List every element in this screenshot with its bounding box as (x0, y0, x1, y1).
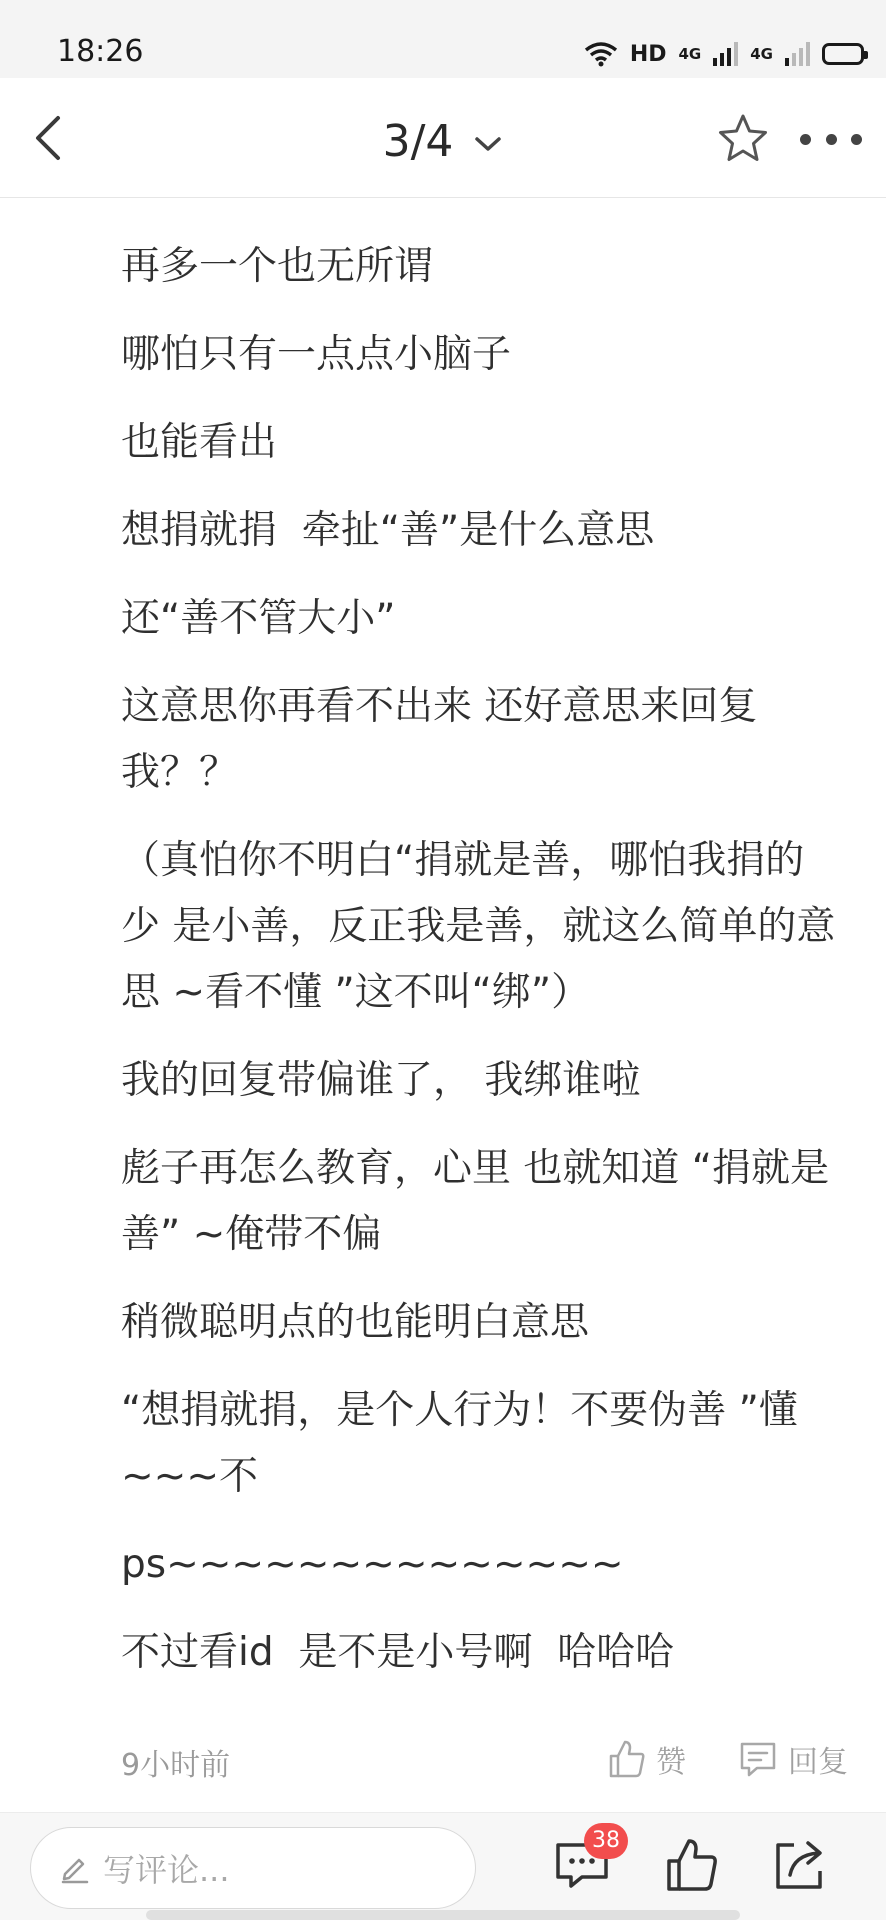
reply-line: 稍微聪明点的也能明白意思 (121, 1300, 590, 1345)
chevron-down-icon (473, 134, 503, 154)
reply-line: 想捐就捐 牵扯“善”是什么意思 (121, 508, 655, 553)
like-button[interactable] (608, 1736, 686, 1782)
home-indicator (146, 1910, 740, 1920)
nav-bar (0, 78, 886, 198)
reply-line: 我的回复带偏谁了， 我绑谁啦 (121, 1058, 641, 1103)
hd-label: HD (629, 41, 667, 67)
pencil-icon (59, 1852, 91, 1884)
reply-line: 也能看出 (121, 420, 278, 465)
reply-line: 这意思你再看不出来 还好意思来回复我？？ (121, 684, 758, 795)
reply-line: 再多一个也无所谓 (121, 244, 434, 289)
signal-2-icon (785, 42, 810, 66)
reply-label: 回复 (788, 1745, 848, 1780)
reply-line: 不过看id 是不是小号啊 哈哈哈 (121, 1630, 675, 1675)
sim1-label: 4G (678, 45, 702, 63)
battery-icon (822, 43, 864, 65)
reply-line: 彪子再怎么教育，心里 也就知道 “捐就是善” ~俺带不偏 (121, 1146, 829, 1257)
signal-1-icon (713, 42, 738, 66)
more-options-icon[interactable] (800, 130, 862, 148)
bottom-action-bar (0, 1812, 886, 1920)
reply-content (0, 198, 886, 1690)
reply-text (121, 146, 841, 1708)
wifi-icon (584, 41, 618, 67)
comment-placeholder: 写评论... (103, 1851, 230, 1889)
reply-line: “想捐就捐，是个人行为！不要伪善 ”懂 ~~~不 (121, 1388, 811, 1499)
comment-input[interactable] (30, 1827, 476, 1909)
thumbs-up-icon (608, 1739, 646, 1779)
reply-line: 哪怕只有一点点小脑子 (121, 332, 512, 377)
share-icon[interactable] (770, 1835, 828, 1895)
favorite-star-icon[interactable] (716, 112, 770, 166)
like-label: 赞 (656, 1745, 686, 1780)
reply-line: （真怕你不明白“捐就是善，哪怕我捐的少 是小善，反正我是善，就这么简单的意思 ~看不懂 ”这不叫“绑”） (121, 838, 836, 1015)
comment-count-badge: 38 (584, 1823, 628, 1859)
reply-line: ps~~~~~~~~~~~~~~ (121, 1542, 624, 1587)
sim2-label: 4G (750, 45, 773, 63)
status-icons (584, 36, 864, 72)
reply-line: 还“善不管大小” (121, 596, 396, 641)
status-bar (0, 0, 886, 78)
page-indicator-label: 3/4 (382, 116, 454, 167)
status-time: 18:26 (57, 34, 144, 69)
reply-bubble-icon (738, 1739, 778, 1779)
like-post-icon[interactable] (664, 1835, 720, 1895)
reply-button[interactable] (738, 1736, 848, 1782)
reply-timestamp: 9小时前 (121, 1748, 231, 1783)
